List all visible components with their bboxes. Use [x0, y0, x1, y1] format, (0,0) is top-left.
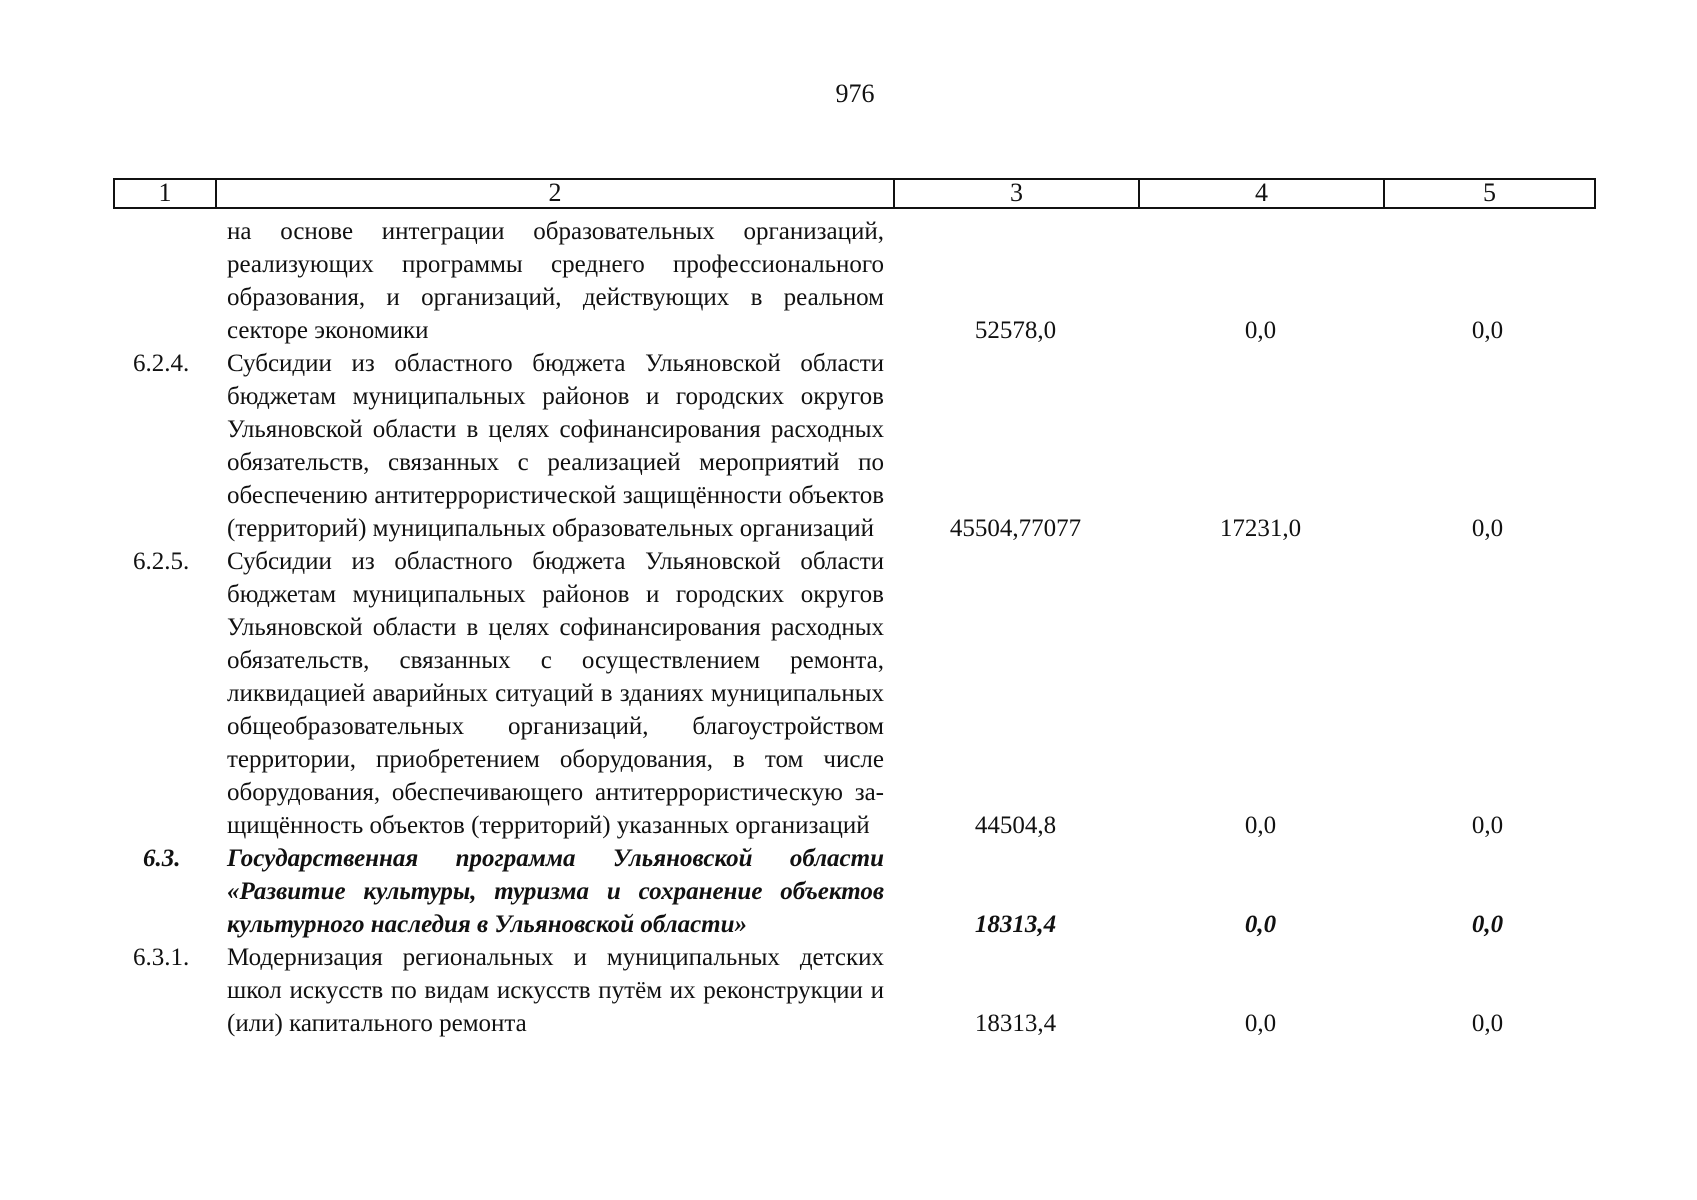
header-col-4: 4 [1140, 180, 1385, 207]
row-name: Субсидии из областного бюджета Ульяновской области бюджетам муниципальных районов и городских округов Ульяновской области в целях софинансирования расходных обязательств, связанных с реализацией мероприятий по обеспечению антитеррористической защищённости объектов (территорий) муниципальных образовательных организаций [227, 350, 884, 542]
row-value-col-3: 18313,4 [974, 1010, 1057, 1037]
header-col-2: 2 [217, 180, 895, 207]
table-header [113, 178, 1596, 209]
header-col-3: 3 [895, 180, 1140, 207]
row-value-col-5: 0,0 [1471, 911, 1504, 938]
table-row [113, 215, 1596, 347]
table-row [113, 347, 1596, 545]
row-value-col-3: 18313,4 [974, 911, 1057, 938]
row-value-col-5: 0,0 [1471, 515, 1504, 542]
row-value-col-4: 0,0 [1244, 317, 1277, 344]
table-body [113, 215, 1596, 1040]
row-value-col-3: 44504,8 [974, 812, 1057, 839]
page-number: 976 [835, 79, 875, 108]
row-name: Субсидии из областного бюджета Ульяновской области бюджетам муниципальных районов и городских округов Ульяновской области в целях софинансирования расходных обязательств, связанных с осуществлением ремонта, ликвидацией аварийных ситуаций в зданиях муниципальных общеобразовательных организаций, благоустройством территории, приобретением оборудования, в том числе оборудования, обеспечивающего антитеррористическую защищённость объектов (территорий) указанных организаций [227, 548, 884, 839]
row-value-col-5: 0,0 [1471, 1010, 1504, 1037]
row-name: на основе интеграции образовательных организаций, реализующих программы среднего профессионального образования, и организаций, действующих в реальном секторе экономики [227, 218, 884, 344]
row-value-col-4: 0,0 [1244, 812, 1277, 839]
row-value-col-4: 0,0 [1244, 1010, 1277, 1037]
row-name: Модернизация региональных и муниципальных детских школ искусств по видам искусств путём их реконструкции и (или) капитального ремонта [227, 944, 884, 1037]
table-row-section [113, 842, 1596, 941]
row-number: 6.2.4. [133, 350, 190, 377]
row-value-col-3: 52578,0 [974, 317, 1057, 344]
row-value-col-5: 0,0 [1471, 812, 1504, 839]
header-col-1: 1 [115, 180, 217, 207]
row-name: Государственная программа Ульяновской области «Развитие культуры, туризма и сохранение объектов культурного наследия в Ульяновской области» [227, 845, 884, 938]
row-value-col-5: 0,0 [1471, 317, 1504, 344]
table-row [113, 545, 1596, 842]
table-row [113, 941, 1596, 1040]
header-col-5: 5 [1483, 178, 1496, 207]
row-number: 6.3.1. [133, 944, 190, 971]
row-number: 6.2.5. [133, 548, 190, 575]
row-value-col-3: 45504,77077 [949, 515, 1082, 542]
row-value-col-4: 0,0 [1244, 911, 1277, 938]
row-value-col-4: 17231,0 [1219, 515, 1302, 542]
row-number: 6.3. [143, 845, 181, 872]
